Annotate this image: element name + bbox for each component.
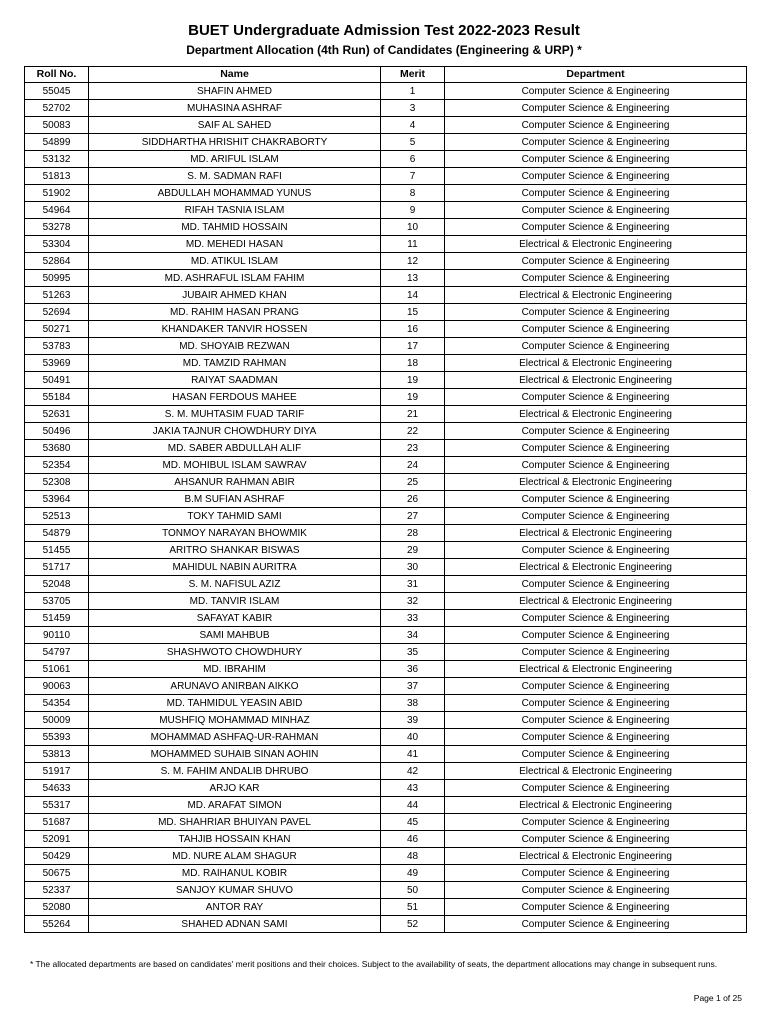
table-row [25,168,747,185]
cell-name: MAHIDUL NABIN AURITRA [89,559,381,576]
cell-name: SHAHED ADNAN SAMI [89,916,381,933]
cell-merit: 3 [381,100,445,117]
table-row [25,389,747,406]
cell-merit: 19 [381,372,445,389]
cell-merit: 23 [381,440,445,457]
cell-roll: 54797 [25,644,89,661]
cell-name: MD. SHOYAIB REZWAN [89,338,381,355]
cell-name: MOHAMMED SUHAIB SINAN AOHIN [89,746,381,763]
table-row [25,780,747,797]
cell-department: Computer Science & Engineering [445,644,747,661]
cell-department: Electrical & Electronic Engineering [445,287,747,304]
table-row [25,372,747,389]
table-row [25,678,747,695]
cell-merit: 52 [381,916,445,933]
cell-department: Computer Science & Engineering [445,576,747,593]
cell-name: ARUNAVO ANIRBAN AIKKO [89,678,381,695]
cell-name: RAIYAT SAADMAN [89,372,381,389]
cell-department: Computer Science & Engineering [445,321,747,338]
table-row [25,763,747,780]
cell-roll: 52337 [25,882,89,899]
cell-department: Computer Science & Engineering [445,695,747,712]
cell-roll: 90063 [25,678,89,695]
table-row [25,270,747,287]
table-row [25,899,747,916]
table-row [25,287,747,304]
cell-merit: 32 [381,593,445,610]
table-row [25,712,747,729]
cell-merit: 40 [381,729,445,746]
table-row [25,83,747,100]
cell-department: Computer Science & Engineering [445,83,747,100]
cell-merit: 19 [381,389,445,406]
table-row [25,236,747,253]
table-row [25,423,747,440]
cell-name: S. M. SADMAN RAFI [89,168,381,185]
cell-department: Computer Science & Engineering [445,219,747,236]
cell-department: Computer Science & Engineering [445,134,747,151]
cell-name: MD. TAHMID HOSSAIN [89,219,381,236]
table-row [25,406,747,423]
cell-roll: 50491 [25,372,89,389]
table-row [25,304,747,321]
cell-department: Electrical & Electronic Engineering [445,236,747,253]
results-table [24,66,747,933]
cell-roll: 55393 [25,729,89,746]
cell-roll: 55264 [25,916,89,933]
cell-department: Computer Science & Engineering [445,338,747,355]
cell-name: MD. RAIHANUL KOBIR [89,865,381,882]
cell-name: ABDULLAH MOHAMMAD YUNUS [89,185,381,202]
cell-merit: 51 [381,899,445,916]
cell-roll: 53680 [25,440,89,457]
table-row [25,117,747,134]
cell-roll: 52308 [25,474,89,491]
cell-department: Electrical & Electronic Engineering [445,763,747,780]
page-subtitle: Department Allocation (4th Run) of Candidates (Engineering & URP) * [186,43,582,57]
cell-merit: 26 [381,491,445,508]
table-row [25,355,747,372]
cell-department: Computer Science & Engineering [445,389,747,406]
cell-merit: 14 [381,287,445,304]
table-row [25,100,747,117]
cell-roll: 51687 [25,814,89,831]
page-title: BUET Undergraduate Admission Test 2022-2023 Result [188,22,580,39]
cell-name: TONMOY NARAYAN BHOWMIK [89,525,381,542]
cell-name: S. M. FAHIM ANDALIB DHRUBO [89,763,381,780]
cell-name: MD. ATIKUL ISLAM [89,253,381,270]
cell-merit: 16 [381,321,445,338]
cell-department: Computer Science & Engineering [445,100,747,117]
cell-roll: 51717 [25,559,89,576]
cell-name: SAIF AL SAHED [89,117,381,134]
table-row [25,576,747,593]
table-row [25,253,747,270]
cell-department: Computer Science & Engineering [445,899,747,916]
cell-name: MD. ASHRAFUL ISLAM FAHIM [89,270,381,287]
cell-roll: 54633 [25,780,89,797]
cell-merit: 46 [381,831,445,848]
cell-department: Computer Science & Engineering [445,457,747,474]
table-row [25,542,747,559]
table-row [25,695,747,712]
cell-roll: 52048 [25,576,89,593]
cell-merit: 37 [381,678,445,695]
table-row [25,865,747,882]
cell-department: Computer Science & Engineering [445,729,747,746]
cell-name: MD. SABER ABDULLAH ALIF [89,440,381,457]
footnote: * The allocated departments are based on candidates' merit positions and their choices. Subject to the availability of seats, the department allocations may change in subsequent runs. [30,959,718,969]
table-row [25,882,747,899]
cell-merit: 50 [381,882,445,899]
cell-name: SAMI MAHBUB [89,627,381,644]
table-row [25,440,747,457]
cell-name: MD. MEHEDI HASAN [89,236,381,253]
cell-name: KHANDAKER TANVIR HOSSEN [89,321,381,338]
cell-department: Computer Science & Engineering [445,440,747,457]
page-number: Page 1 of 25 [693,993,742,1003]
cell-merit: 24 [381,457,445,474]
cell-department: Computer Science & Engineering [445,678,747,695]
cell-roll: 51902 [25,185,89,202]
cell-merit: 7 [381,168,445,185]
cell-merit: 34 [381,627,445,644]
cell-roll: 53705 [25,593,89,610]
cell-merit: 18 [381,355,445,372]
cell-merit: 5 [381,134,445,151]
cell-merit: 25 [381,474,445,491]
cell-roll: 51263 [25,287,89,304]
cell-merit: 13 [381,270,445,287]
table-row [25,559,747,576]
cell-roll: 52513 [25,508,89,525]
cell-department: Computer Science & Engineering [445,270,747,287]
cell-name: MD. TAHMIDUL YEASIN ABID [89,695,381,712]
table-row [25,610,747,627]
cell-roll: 52864 [25,253,89,270]
cell-roll: 50083 [25,117,89,134]
cell-roll: 50271 [25,321,89,338]
cell-roll: 51813 [25,168,89,185]
table-row [25,338,747,355]
cell-name: SAFAYAT KABIR [89,610,381,627]
cell-roll: 52694 [25,304,89,321]
cell-merit: 1 [381,83,445,100]
cell-merit: 29 [381,542,445,559]
cell-name: SANJOY KUMAR SHUVO [89,882,381,899]
cell-department: Computer Science & Engineering [445,627,747,644]
cell-name: SIDDHARTHA HRISHIT CHAKRABORTY [89,134,381,151]
cell-roll: 52631 [25,406,89,423]
cell-merit: 12 [381,253,445,270]
table-row [25,644,747,661]
cell-department: Electrical & Electronic Engineering [445,474,747,491]
cell-roll: 53783 [25,338,89,355]
cell-merit: 21 [381,406,445,423]
cell-merit: 41 [381,746,445,763]
cell-roll: 53304 [25,236,89,253]
cell-department: Computer Science & Engineering [445,610,747,627]
table-row [25,508,747,525]
table-row [25,134,747,151]
cell-name: ARITRO SHANKAR BISWAS [89,542,381,559]
cell-department: Computer Science & Engineering [445,253,747,270]
table-row [25,185,747,202]
cell-merit: 15 [381,304,445,321]
cell-department: Computer Science & Engineering [445,916,747,933]
cell-merit: 36 [381,661,445,678]
table-row [25,457,747,474]
cell-merit: 30 [381,559,445,576]
cell-roll: 50009 [25,712,89,729]
cell-roll: 51459 [25,610,89,627]
cell-department: Computer Science & Engineering [445,882,747,899]
table-row [25,202,747,219]
cell-department: Electrical & Electronic Engineering [445,372,747,389]
cell-roll: 50675 [25,865,89,882]
cell-department: Computer Science & Engineering [445,508,747,525]
cell-name: TOKY TAHMID SAMI [89,508,381,525]
cell-name: MD. MOHIBUL ISLAM SAWRAV [89,457,381,474]
cell-merit: 28 [381,525,445,542]
cell-name: MD. TAMZID RAHMAN [89,355,381,372]
table-row [25,729,747,746]
table-row [25,661,747,678]
cell-department: Computer Science & Engineering [445,117,747,134]
cell-merit: 33 [381,610,445,627]
cell-roll: 51455 [25,542,89,559]
column-header-name: Name [89,67,381,83]
cell-department: Computer Science & Engineering [445,202,747,219]
cell-department: Computer Science & Engineering [445,185,747,202]
cell-merit: 48 [381,848,445,865]
table-row [25,797,747,814]
cell-department: Computer Science & Engineering [445,712,747,729]
cell-merit: 39 [381,712,445,729]
cell-name: MD. ARIFUL ISLAM [89,151,381,168]
table-row [25,321,747,338]
cell-department: Computer Science & Engineering [445,542,747,559]
cell-name: ANTOR RAY [89,899,381,916]
column-header-merit: Merit [381,67,445,83]
cell-department: Computer Science & Engineering [445,831,747,848]
cell-roll: 51061 [25,661,89,678]
cell-name: AHSANUR RAHMAN ABIR [89,474,381,491]
cell-department: Computer Science & Engineering [445,780,747,797]
cell-name: S. M. MUHTASIM FUAD TARIF [89,406,381,423]
cell-roll: 55045 [25,83,89,100]
cell-department: Computer Science & Engineering [445,151,747,168]
cell-name: MD. SHAHRIAR BHUIYAN PAVEL [89,814,381,831]
cell-department: Electrical & Electronic Engineering [445,525,747,542]
cell-name: HASAN FERDOUS MAHEE [89,389,381,406]
cell-roll: 54964 [25,202,89,219]
column-header-roll: Roll No. [25,67,89,83]
cell-department: Computer Science & Engineering [445,865,747,882]
cell-roll: 52354 [25,457,89,474]
cell-department: Computer Science & Engineering [445,168,747,185]
cell-roll: 54899 [25,134,89,151]
cell-roll: 53969 [25,355,89,372]
cell-department: Electrical & Electronic Engineering [445,355,747,372]
cell-department: Electrical & Electronic Engineering [445,848,747,865]
cell-merit: 11 [381,236,445,253]
cell-roll: 90110 [25,627,89,644]
cell-name: JUBAIR AHMED KHAN [89,287,381,304]
table-row [25,916,747,933]
table-row [25,746,747,763]
table-row [25,593,747,610]
cell-roll: 53964 [25,491,89,508]
cell-name: MD. RAHIM HASAN PRANG [89,304,381,321]
cell-department: Computer Science & Engineering [445,814,747,831]
cell-merit: 31 [381,576,445,593]
table-row [25,525,747,542]
cell-name: S. M. NAFISUL AZIZ [89,576,381,593]
cell-name: JAKIA TAJNUR CHOWDHURY DIYA [89,423,381,440]
cell-department: Computer Science & Engineering [445,423,747,440]
cell-roll: 51917 [25,763,89,780]
table-row [25,814,747,831]
cell-merit: 17 [381,338,445,355]
cell-department: Electrical & Electronic Engineering [445,797,747,814]
cell-department: Computer Science & Engineering [445,304,747,321]
cell-name: TAHJIB HOSSAIN KHAN [89,831,381,848]
cell-roll: 52091 [25,831,89,848]
cell-roll: 50995 [25,270,89,287]
cell-roll: 53132 [25,151,89,168]
cell-name: MD. IBRAHIM [89,661,381,678]
cell-name: MD. ARAFAT SIMON [89,797,381,814]
cell-name: SHAFIN AHMED [89,83,381,100]
table-row [25,831,747,848]
cell-name: ARJO KAR [89,780,381,797]
cell-merit: 4 [381,117,445,134]
cell-merit: 43 [381,780,445,797]
cell-merit: 35 [381,644,445,661]
cell-roll: 53813 [25,746,89,763]
table-header-row [25,67,747,83]
table-row [25,491,747,508]
cell-roll: 53278 [25,219,89,236]
cell-merit: 8 [381,185,445,202]
cell-merit: 27 [381,508,445,525]
cell-merit: 6 [381,151,445,168]
table-body [25,83,747,933]
cell-department: Computer Science & Engineering [445,491,747,508]
table-row [25,219,747,236]
cell-roll: 54354 [25,695,89,712]
cell-merit: 45 [381,814,445,831]
cell-merit: 10 [381,219,445,236]
cell-name: MD. TANVIR ISLAM [89,593,381,610]
cell-name: B.M SUFIAN ASHRAF [89,491,381,508]
cell-roll: 55184 [25,389,89,406]
cell-name: MUSHFIQ MOHAMMAD MINHAZ [89,712,381,729]
cell-roll: 50496 [25,423,89,440]
cell-name: MOHAMMAD ASHFAQ-UR-RAHMAN [89,729,381,746]
table-row [25,474,747,491]
cell-department: Computer Science & Engineering [445,746,747,763]
cell-merit: 38 [381,695,445,712]
cell-roll: 52702 [25,100,89,117]
cell-merit: 49 [381,865,445,882]
table-row [25,848,747,865]
cell-roll: 50429 [25,848,89,865]
cell-department: Electrical & Electronic Engineering [445,559,747,576]
table-row [25,151,747,168]
cell-department: Electrical & Electronic Engineering [445,406,747,423]
cell-roll: 54879 [25,525,89,542]
table-row [25,627,747,644]
cell-department: Electrical & Electronic Engineering [445,661,747,678]
cell-roll: 55317 [25,797,89,814]
cell-roll: 52080 [25,899,89,916]
cell-name: SHASHWOTO CHOWDHURY [89,644,381,661]
cell-merit: 9 [381,202,445,219]
cell-merit: 22 [381,423,445,440]
cell-name: MUHASINA ASHRAF [89,100,381,117]
cell-name: MD. NURE ALAM SHAGUR [89,848,381,865]
cell-merit: 44 [381,797,445,814]
cell-merit: 42 [381,763,445,780]
column-header-department: Department [445,67,747,83]
cell-name: RIFAH TASNIA ISLAM [89,202,381,219]
cell-department: Electrical & Electronic Engineering [445,593,747,610]
